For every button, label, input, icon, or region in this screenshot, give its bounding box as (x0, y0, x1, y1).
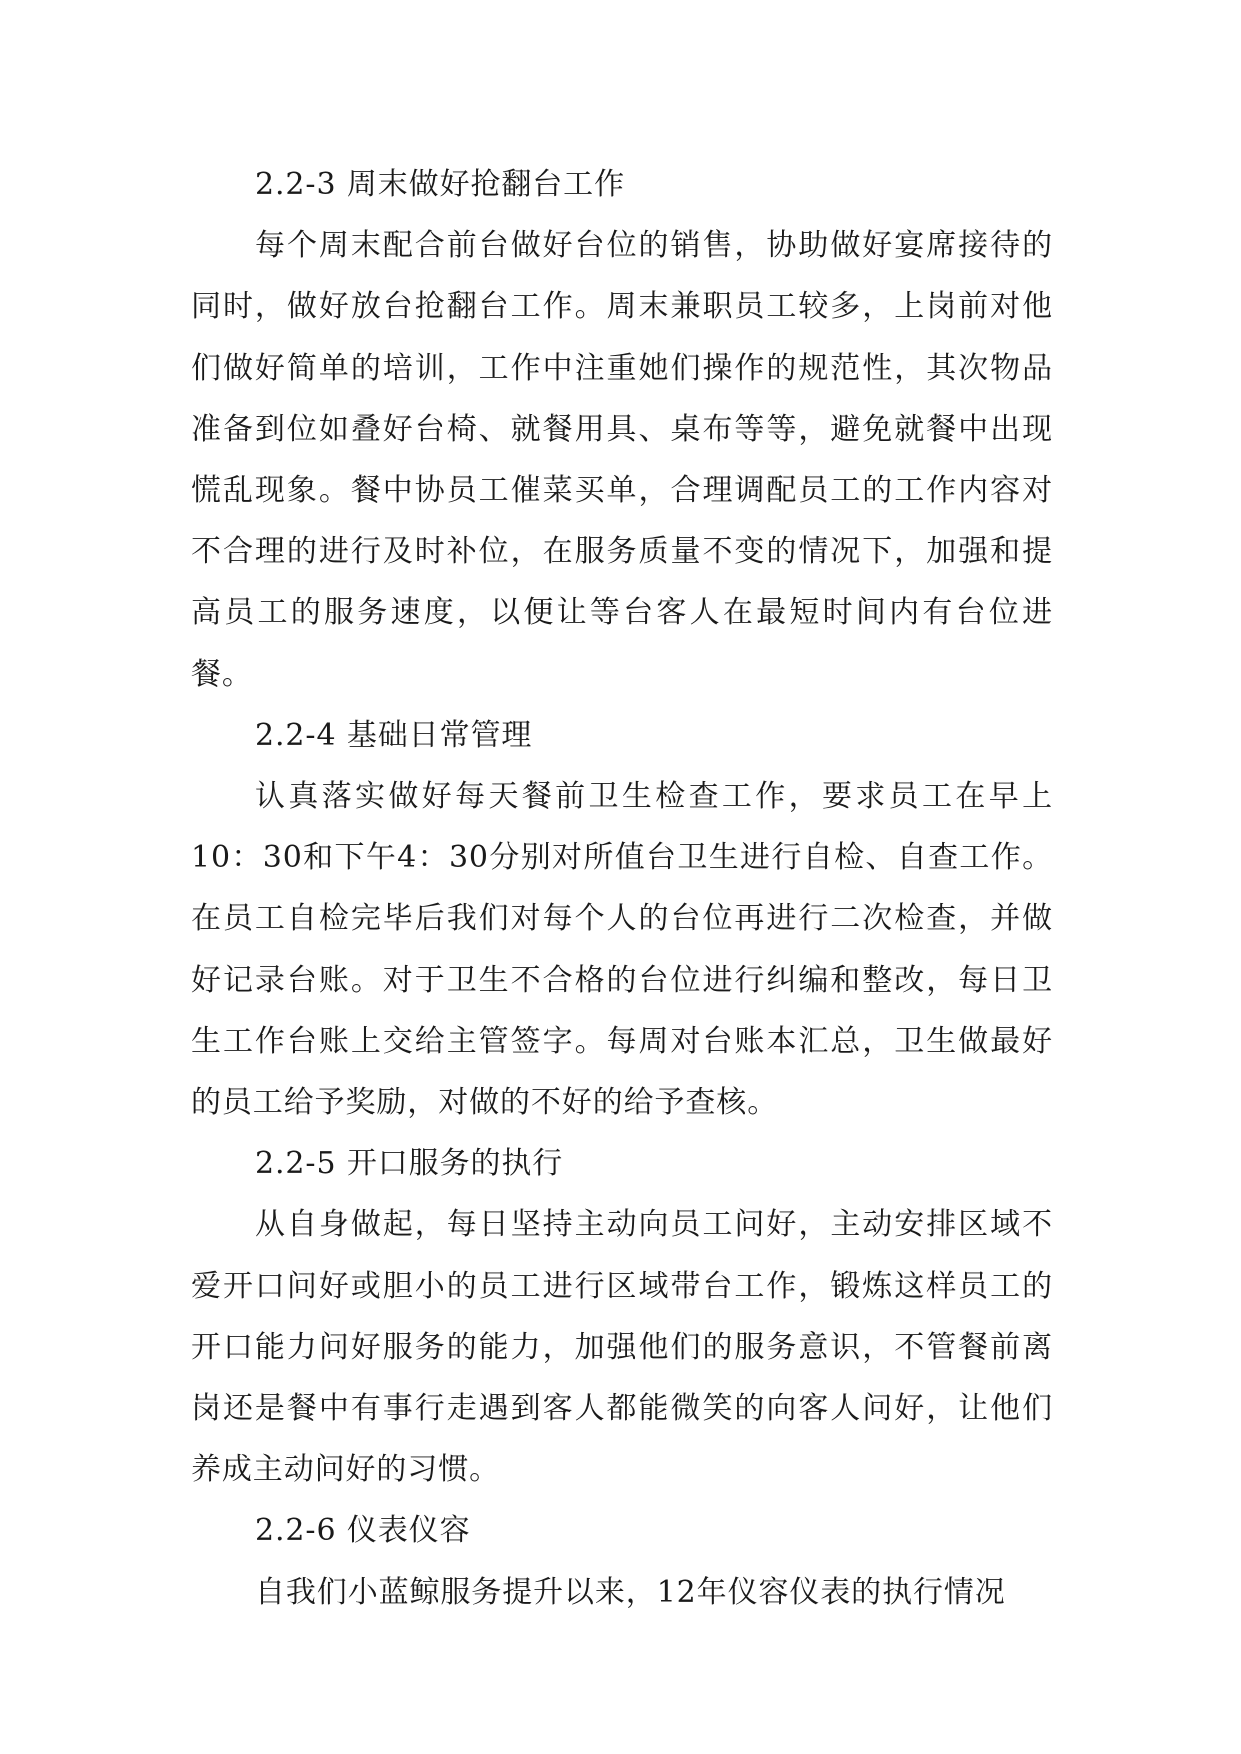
section-heading-2-2-5: 2.2-5 开口服务的执行 (255, 1146, 564, 1182)
section-heading-2-2-6: 2.2-6 仪表仪容 (255, 1513, 471, 1549)
section-paragraph-2-2-5: 从自身做起，每日坚持主动向员工问好，主动安排区域不爱开口问好或胆小的员工进行区域带台工作，锻炼这样员工的开口能力问好服务的能力，加强他们的服务意识，不管餐前离岗还是餐中有事行走遇到客人都能微笑的向客人问好，让他们养成主动问好的习惯。 (191, 1207, 1053, 1488)
section-paragraph-2-2-6: 自我们小蓝鲸服务提升以来，12年仪容仪表的执行情况 (255, 1574, 1006, 1610)
section-heading-2-2-3: 2.2-3 周末做好抢翻台工作 (255, 167, 625, 202)
document-body (191, 154, 1053, 1623)
section-paragraph-2-2-3: 每个周末配合前台做好台位的销售，协助做好宴席接待的同时，做好放台抢翻台工作。周末兼职员工较多，上岗前对他们做好简单的培训，工作中注重她们操作的规范性，其次物品准备到位如叠好台椅、就餐用具、桌布等等，避免就餐中出现慌乱现象。餐中协员工催菜买单，合理调配员工的工作内容对不合理的进行及时补位，在服务质量不变的情况下，加强和提高员工的服务速度，以便让等台客人在最短时间内有台位进餐。 (191, 228, 1053, 692)
section-heading-2-2-4: 2.2-4 基础日常管理 (255, 717, 533, 753)
section-paragraph-2-2-4: 认真落实做好每天餐前卫生检查工作，要求员工在早上10：30和下午4：30分别对所值台卫生进行自检、自查工作。在员工自检完毕后我们对每个人的台位再进行二次检查，并做好记录台账。对于卫生不合格的台位进行纠编和整改，每日卫生工作台账上交给主管签字。每周对台账本汇总，卫生做最好的员工给予奖励，对做的不好的给予查核。 (191, 779, 1053, 1121)
